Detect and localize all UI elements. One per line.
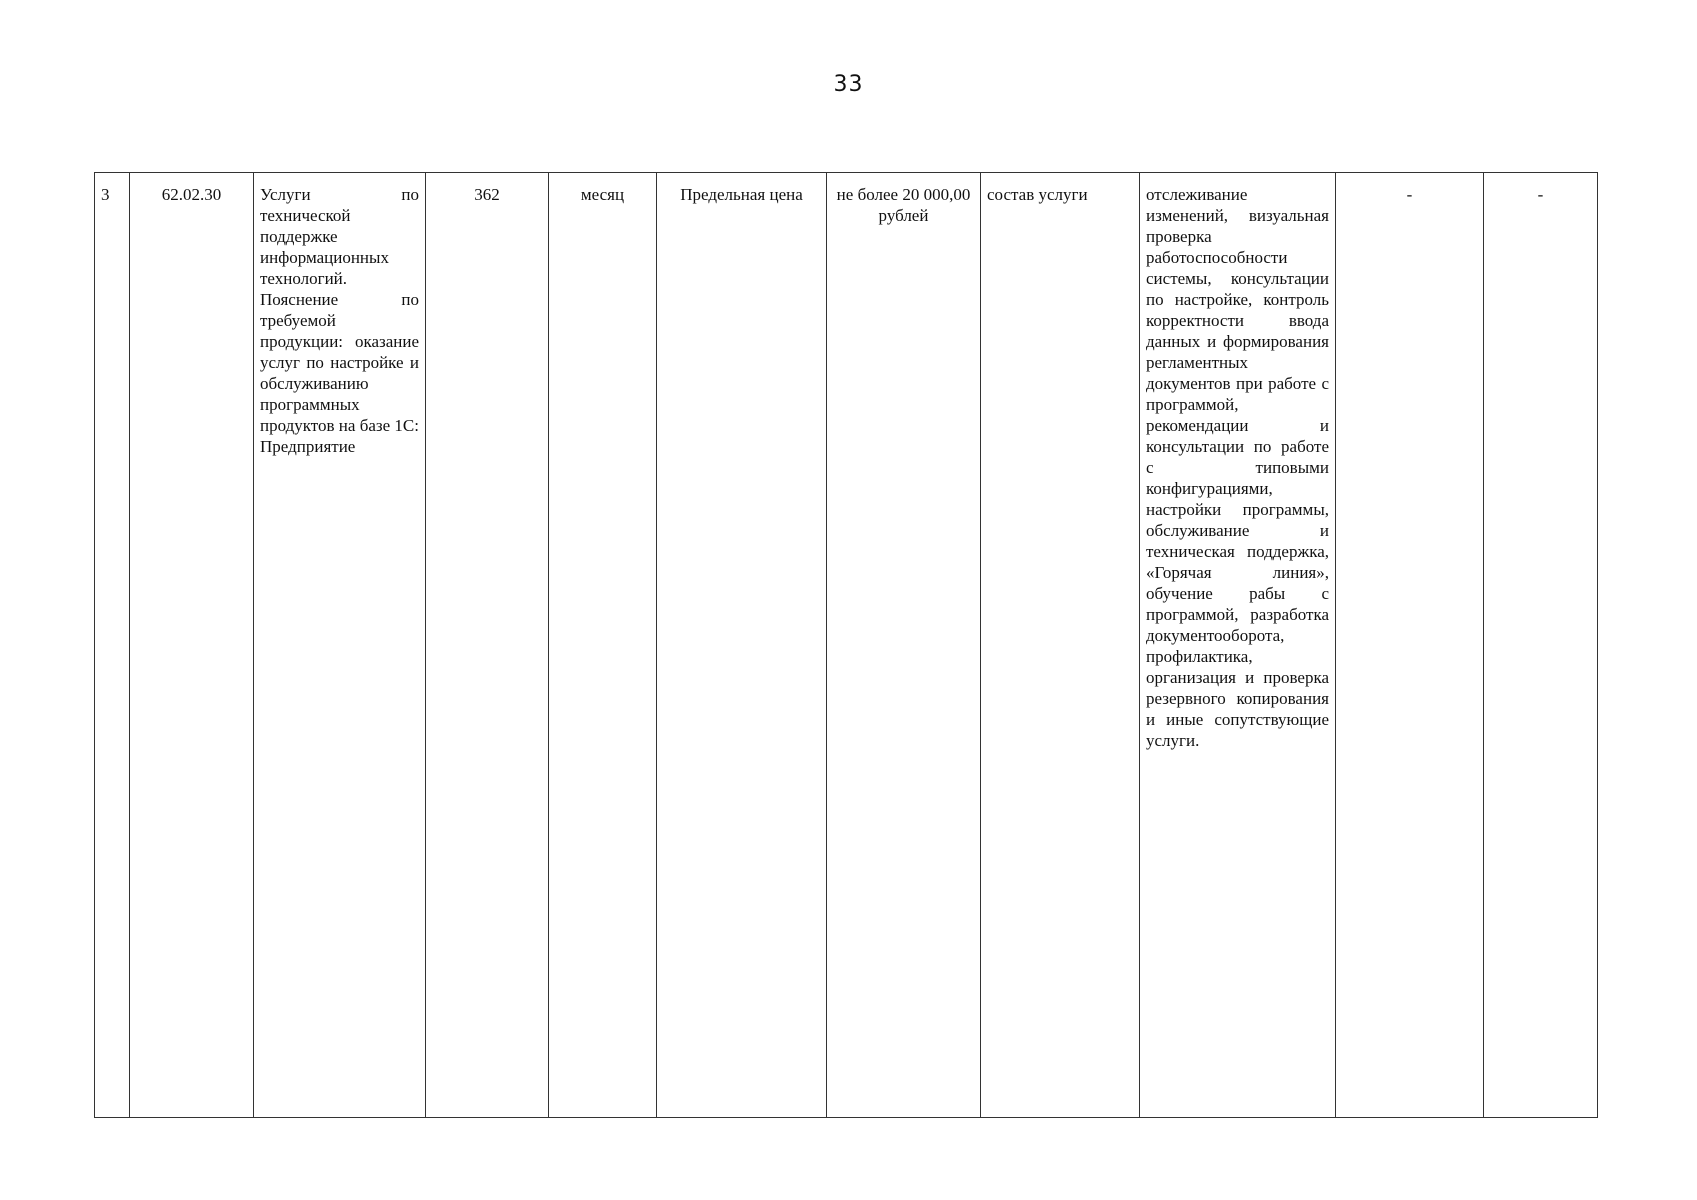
cell-unit: месяц	[549, 173, 657, 1118]
cell-col-11: -	[1336, 173, 1484, 1118]
cell-characteristic-2: состав услуги	[981, 173, 1140, 1118]
page-number: 33	[833, 72, 864, 97]
cell-value: не более 20 000,00 рублей	[827, 173, 981, 1118]
cell-characteristic: Предельная цена	[657, 173, 827, 1118]
table-row	[95, 173, 1598, 1118]
cell-description: Услуги по технической поддержке информационных технологий. Пояснение по требуемой продукции: оказание услуг по настройке и обслуживанию программных продуктов на базе 1С: Предприятие	[254, 173, 426, 1118]
cell-okei-code: 362	[426, 173, 549, 1118]
cell-index: 3	[95, 173, 130, 1118]
cell-col-12: -	[1484, 173, 1598, 1118]
requirements-table	[94, 172, 1598, 1118]
cell-code: 62.02.30	[130, 173, 254, 1118]
cell-value-2: отслеживание изменений, визуальная проверка работоспособности системы, консультации по настройке, контроль корректности ввода данных и формирования регламентных документов при работе с программой, рекомендации и консультации по работе с типовыми конфигурациями, настройки программы, обслуживание и техническая поддержка, «Горячая линия», обучение рабы с программой, разработка документооборота, профилактика, организация и проверка резервного копирования и иные сопутствующие услуги.	[1140, 173, 1336, 1118]
